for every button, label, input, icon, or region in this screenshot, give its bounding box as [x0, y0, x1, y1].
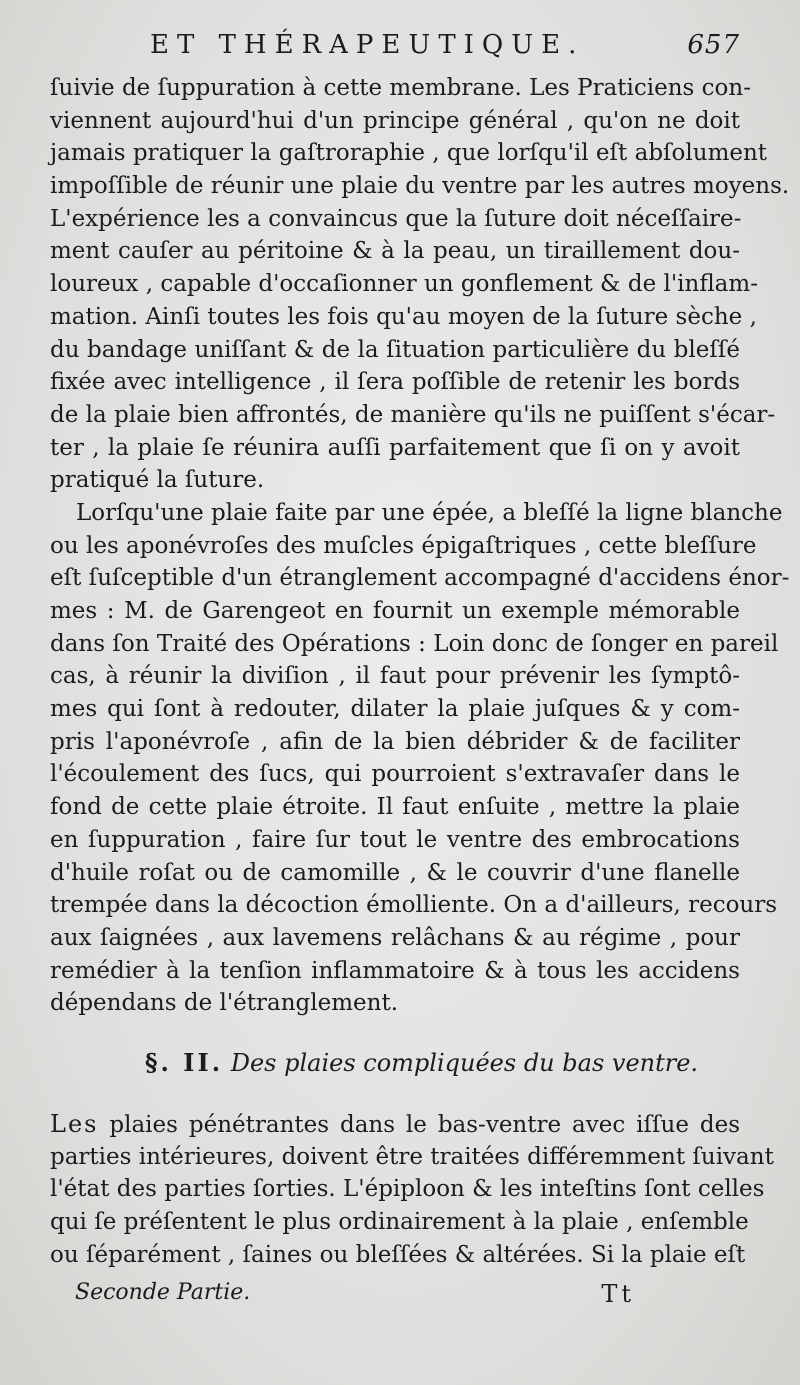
text-line: jamais pratiquer la gaſtroraphie , que lorſqu'il eſt abſolument	[50, 140, 768, 167]
text-line: ter , la plaie ſe réunira auſſi parfaitement que ſi on y avoit	[50, 434, 740, 461]
text-line: pris l'aponévroſe , afin de la bien débrider & de faciliter	[50, 728, 740, 755]
section-title: Des plaies compliquées du bas ventre.	[230, 1049, 699, 1077]
running-title: ET THÉRAPEUTIQUE.	[150, 30, 585, 60]
text-line: qui ſe préſentent le plus ordinairement à la plaie , enſemble	[50, 1209, 749, 1236]
page-footer	[75, 1280, 635, 1316]
section-number: §. II.	[145, 1048, 224, 1077]
text-line: ou ſéparément , ſaines ou bleſſées & altérées. Si la plaie eſt	[50, 1241, 746, 1268]
text-line: Lorſqu'une plaie faite par une épée, a bleſſé la ligne blanche	[76, 499, 783, 526]
text-line: aux ſaignées , aux lavemens relâchans & au régime , pour	[50, 924, 740, 951]
first-line-rest: plaies pénétrantes dans le bas-ventre avec iſſue des	[98, 1112, 740, 1138]
text-line: mes qui ſont à redouter, dilater la plaie juſques & y com-	[50, 696, 740, 723]
text-line: mation. Ainſi toutes les fois qu'au moyen de la ſuture sèche ,	[50, 303, 757, 330]
text-line: fond de cette plaie étroite. Il faut enſuite , mettre la plaie	[50, 794, 740, 821]
text-line: viennent aujourd'hui d'un principe général , qu'on ne doit	[50, 107, 740, 134]
small-caps-opening: Les	[50, 1110, 99, 1138]
text-line: parties intérieures, doivent être traitées différemment ſuivant	[50, 1143, 774, 1170]
page-number: 657	[687, 30, 740, 60]
text-line: dépendans de l'étranglement.	[50, 990, 399, 1017]
text-line: eſt ſuſceptible d'un étranglement accompagné d'accidens énor-	[50, 565, 790, 592]
running-head	[140, 30, 740, 70]
footer-label: Seconde Partie.	[75, 1280, 251, 1305]
text-line: du bandage uniſſant & de la ſituation particulière du bleſſé	[50, 336, 740, 363]
text-line: l'état des parties ſorties. L'épiploon & les inteſtins ſont celles	[50, 1176, 765, 1203]
text-line: mes : M. de Garengeot en fournit un exemple mémorable	[50, 598, 740, 624]
text-line: trempée dans la décoction émolliente. On a d'ailleurs, recours	[50, 892, 778, 919]
signature-mark: Tt	[601, 1280, 635, 1308]
text-line: ſuivie de ſuppuration à cette membrane. Les Praticiens con-	[50, 75, 751, 101]
text-line: ment cauſer au péritoine & à la peau, un tiraillement dou-	[50, 238, 740, 265]
paragraph-2	[50, 497, 790, 1020]
text-line	[50, 1108, 740, 1141]
paragraph-3-lines	[50, 1141, 774, 1272]
paragraph-3	[50, 1108, 774, 1271]
section-heading	[145, 1048, 698, 1077]
text-line: pratiqué la ſuture.	[50, 467, 265, 494]
text-line: l'écoulement des ſucs, qui pourroient s'extravaſer dans le	[50, 761, 740, 788]
body-text	[50, 72, 790, 1020]
text-line: ou les aponévroſes des muſcles épigaſtriques , cette bleſſure	[50, 532, 757, 559]
text-line: de la plaie bien affrontés, de manière qu'ils ne puiſſent s'écar-	[50, 401, 776, 428]
paragraph-1	[50, 72, 790, 497]
text-line: L'expérience les a convaincus que la ſuture doit néceſſaire-	[50, 205, 742, 232]
text-line: dans ſon Traité des Opérations : Loin donc de ſonger en pareil	[50, 630, 779, 657]
text-line: remédier à la tenſion inflammatoire & à tous les accidens	[50, 957, 740, 984]
text-line: impoſſible de réunir une plaie du ventre par les autres moyens.	[50, 173, 790, 200]
text-line: d'huile roſat ou de camomille , & le couvrir d'une flanelle	[50, 859, 740, 886]
text-line: cas, à réunir la diviſion , il faut pour prévenir les ſymptô-	[50, 663, 740, 690]
text-line: en ſuppuration , faire ſur tout le ventre des embrocations	[50, 826, 740, 853]
text-line: fixée avec intelligence , il ſera poſſible de retenir les bords	[50, 369, 740, 396]
text-line: loureux , capable d'occaſionner un gonflement & de l'inflam-	[50, 271, 758, 298]
